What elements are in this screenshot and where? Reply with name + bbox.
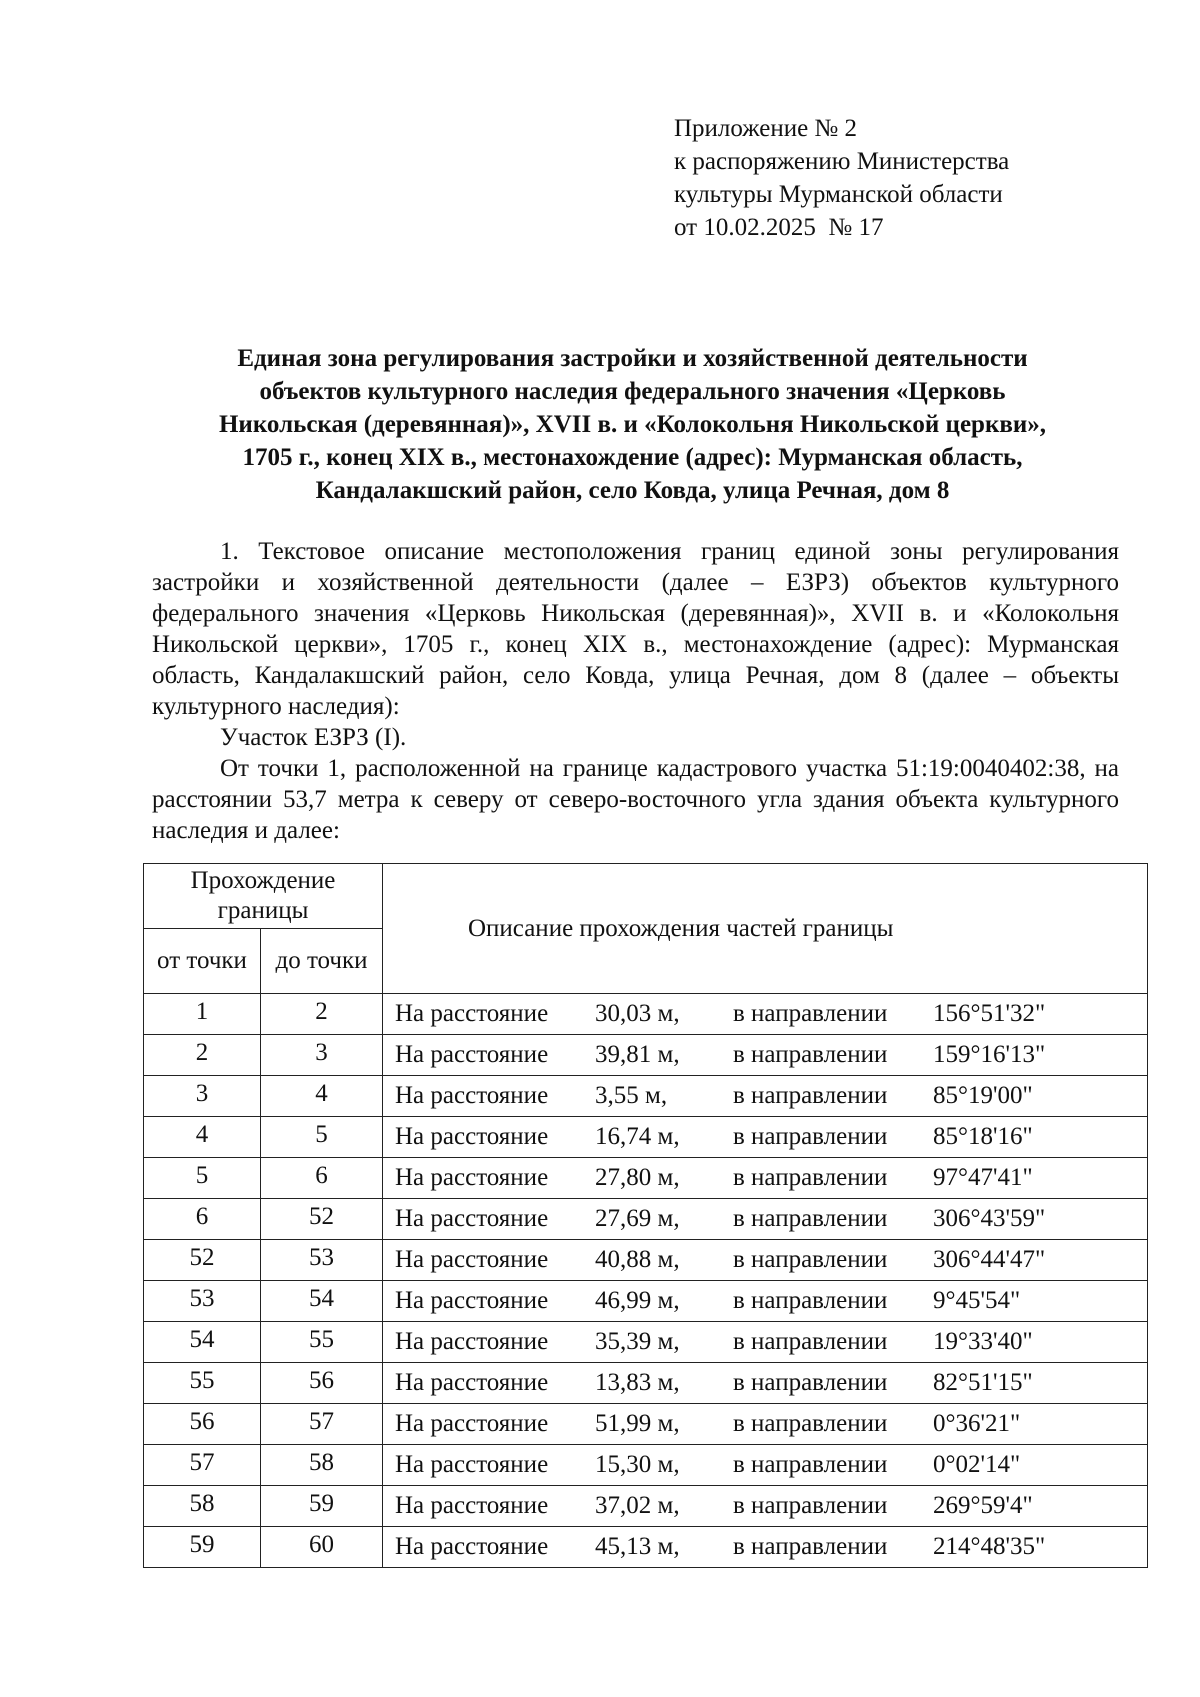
title-line: объектов культурного наследия федерального значения «Церковь	[259, 378, 1006, 405]
cell-description	[383, 1281, 1148, 1322]
direction-value: 156°51'32"	[933, 1000, 1046, 1027]
cell-description	[383, 1076, 1148, 1117]
distance-label: На расстояние	[395, 1492, 549, 1519]
cell-description	[383, 1445, 1148, 1486]
header-group: Прохождение границы	[144, 864, 383, 929]
table-row	[144, 1486, 1148, 1527]
cell-description	[383, 1527, 1148, 1568]
table-row	[144, 1035, 1148, 1076]
cell-to-point: 2	[261, 994, 383, 1035]
table-row	[144, 994, 1148, 1035]
appendix-date-line: от 10.02.2025 № 17	[674, 214, 884, 241]
direction-value: 159°16'13"	[933, 1041, 1046, 1068]
distance-value: 39,81 м,	[595, 1041, 680, 1068]
document-title	[150, 342, 1115, 507]
cell-from-point: 2	[144, 1035, 261, 1076]
cell-to-point: 6	[261, 1158, 383, 1199]
distance-value: 16,74 м,	[595, 1123, 680, 1150]
cell-to-point: 59	[261, 1486, 383, 1527]
table-row	[144, 1076, 1148, 1117]
cell-to-point: 3	[261, 1035, 383, 1076]
distance-value: 27,80 м,	[595, 1164, 680, 1191]
title-line: Никольская (деревянная)», XVII в. и «Колокольня Никольской церкви»,	[218, 411, 1046, 438]
cell-description	[383, 1117, 1148, 1158]
cell-from-point: 4	[144, 1117, 261, 1158]
distance-value: 37,02 м,	[595, 1492, 680, 1519]
direction-value: 85°19'00"	[933, 1082, 1033, 1109]
distance-label: На расстояние	[395, 1000, 549, 1027]
cell-to-point: 54	[261, 1281, 383, 1322]
distance-label: На расстояние	[395, 1328, 549, 1355]
table-row	[144, 1199, 1148, 1240]
table-row	[144, 1240, 1148, 1281]
header-to-point: до точки	[261, 929, 383, 994]
title-line: Единая зона регулирования застройки и хозяйственной деятельности	[237, 345, 1028, 372]
cell-from-point: 5	[144, 1158, 261, 1199]
direction-value: 19°33'40"	[933, 1328, 1033, 1355]
body-text	[152, 536, 1119, 846]
distance-label: На расстояние	[395, 1246, 549, 1273]
distance-label: На расстояние	[395, 1123, 549, 1150]
table-row	[144, 1363, 1148, 1404]
direction-label: в направлении	[733, 1492, 888, 1519]
direction-value: 9°45'54"	[933, 1287, 1021, 1314]
title-line: Кандалакшский район, село Ковда, улица Речная, дом 8	[315, 477, 950, 504]
direction-value: 306°43'59"	[933, 1205, 1046, 1232]
direction-label: в направлении	[733, 1246, 888, 1273]
direction-value: 97°47'41"	[933, 1164, 1033, 1191]
header-description: Описание прохождения частей границы	[383, 864, 1148, 994]
cell-description	[383, 1158, 1148, 1199]
cell-from-point: 53	[144, 1281, 261, 1322]
distance-label: На расстояние	[395, 1082, 549, 1109]
cell-description	[383, 1199, 1148, 1240]
cell-from-point: 1	[144, 994, 261, 1035]
direction-value: 85°18'16"	[933, 1123, 1033, 1150]
distance-value: 3,55 м,	[595, 1082, 668, 1109]
direction-label: в направлении	[733, 1082, 888, 1109]
cell-description	[383, 994, 1148, 1035]
table-body	[144, 994, 1148, 1568]
distance-value: 15,30 м,	[595, 1451, 680, 1478]
direction-label: в направлении	[733, 1041, 888, 1068]
cell-description	[383, 1486, 1148, 1527]
cell-to-point: 5	[261, 1117, 383, 1158]
direction-label: в направлении	[733, 1451, 888, 1478]
distance-value: 46,99 м,	[595, 1287, 680, 1314]
appendix-line: Приложение № 2	[674, 115, 858, 142]
cell-to-point: 60	[261, 1527, 383, 1568]
distance-value: 40,88 м,	[595, 1246, 680, 1273]
cell-description	[383, 1035, 1148, 1076]
distance-value: 51,99 м,	[595, 1410, 680, 1437]
distance-label: На расстояние	[395, 1164, 549, 1191]
direction-label: в направлении	[733, 1123, 888, 1150]
paragraph-section-label: Участок ЕЗРЗ (I).	[220, 724, 407, 751]
cell-from-point: 57	[144, 1445, 261, 1486]
cell-from-point: 3	[144, 1076, 261, 1117]
table-row	[144, 1322, 1148, 1363]
table-row	[144, 1117, 1148, 1158]
direction-label: в направлении	[733, 1205, 888, 1232]
table-row	[144, 1158, 1148, 1199]
direction-label: в направлении	[733, 1410, 888, 1437]
cell-description	[383, 1322, 1148, 1363]
direction-label: в направлении	[733, 1533, 888, 1560]
cell-from-point: 54	[144, 1322, 261, 1363]
distance-value: 45,13 м,	[595, 1533, 680, 1560]
cell-from-point: 58	[144, 1486, 261, 1527]
table-row	[144, 1404, 1148, 1445]
cell-from-point: 55	[144, 1363, 261, 1404]
distance-label: На расстояние	[395, 1205, 549, 1232]
distance-label: На расстояние	[395, 1533, 549, 1560]
cell-from-point: 59	[144, 1527, 261, 1568]
title-line: 1705 г., конец XIX в., местонахождение (адрес): Мурманская область,	[242, 444, 1023, 471]
distance-value: 30,03 м,	[595, 1000, 680, 1027]
table-row	[144, 1527, 1148, 1568]
table-row	[144, 1281, 1148, 1322]
cell-description	[383, 1404, 1148, 1445]
direction-label: в направлении	[733, 1369, 888, 1396]
direction-value: 214°48'35"	[933, 1533, 1046, 1560]
cell-to-point: 57	[261, 1404, 383, 1445]
distance-value: 27,69 м,	[595, 1205, 680, 1232]
cell-from-point: 6	[144, 1199, 261, 1240]
paragraph-start-point: От точки 1, расположенной на границе кадастрового участка 51:19:0040402:38, на расстоянии 53,7 метра к северу от северо-восточного угла здания объекта культурного наследия и далее:	[152, 755, 1119, 844]
distance-label: На расстояние	[395, 1287, 549, 1314]
direction-label: в направлении	[733, 1328, 888, 1355]
direction-label: в направлении	[733, 1000, 888, 1027]
table-row	[144, 1445, 1148, 1486]
appendix-line: культуры Мурманской области	[674, 181, 1003, 208]
direction-label: в направлении	[733, 1287, 888, 1314]
appendix-header	[674, 112, 1009, 244]
direction-label: в направлении	[733, 1164, 888, 1191]
paragraph-description: 1. Текстовое описание местоположения границ единой зоны регулирования застройки и хозяйственной деятельности (далее – ЕЗРЗ) объектов культурного федерального значения «Церковь Никольская (деревянная)», XVII в. и «Колокольня Никольской церкви», 1705 г., конец XIX в., местонахождение (адрес): Мурманская область, Кандалакшский район, село Ковда, улица Речная, дом 8 (далее – объекты культурного наследия):	[152, 538, 1119, 720]
cell-to-point: 55	[261, 1322, 383, 1363]
cell-to-point: 4	[261, 1076, 383, 1117]
boundary-table	[143, 863, 1148, 1568]
distance-label: На расстояние	[395, 1369, 549, 1396]
direction-value: 82°51'15"	[933, 1369, 1033, 1396]
cell-from-point: 52	[144, 1240, 261, 1281]
header-from-point: от точки	[144, 929, 261, 994]
direction-value: 306°44'47"	[933, 1246, 1046, 1273]
distance-value: 35,39 м,	[595, 1328, 680, 1355]
distance-label: На расстояние	[395, 1410, 549, 1437]
distance-label: На расстояние	[395, 1041, 549, 1068]
cell-description	[383, 1240, 1148, 1281]
cell-description	[383, 1363, 1148, 1404]
cell-to-point: 58	[261, 1445, 383, 1486]
direction-value: 0°36'21"	[933, 1410, 1021, 1437]
cell-to-point: 53	[261, 1240, 383, 1281]
cell-to-point: 56	[261, 1363, 383, 1404]
direction-value: 269°59'4"	[933, 1492, 1033, 1519]
cell-to-point: 52	[261, 1199, 383, 1240]
distance-label: На расстояние	[395, 1451, 549, 1478]
direction-value: 0°02'14"	[933, 1451, 1021, 1478]
appendix-line: к распоряжению Министерства	[674, 148, 1010, 175]
distance-value: 13,83 м,	[595, 1369, 680, 1396]
cell-from-point: 56	[144, 1404, 261, 1445]
